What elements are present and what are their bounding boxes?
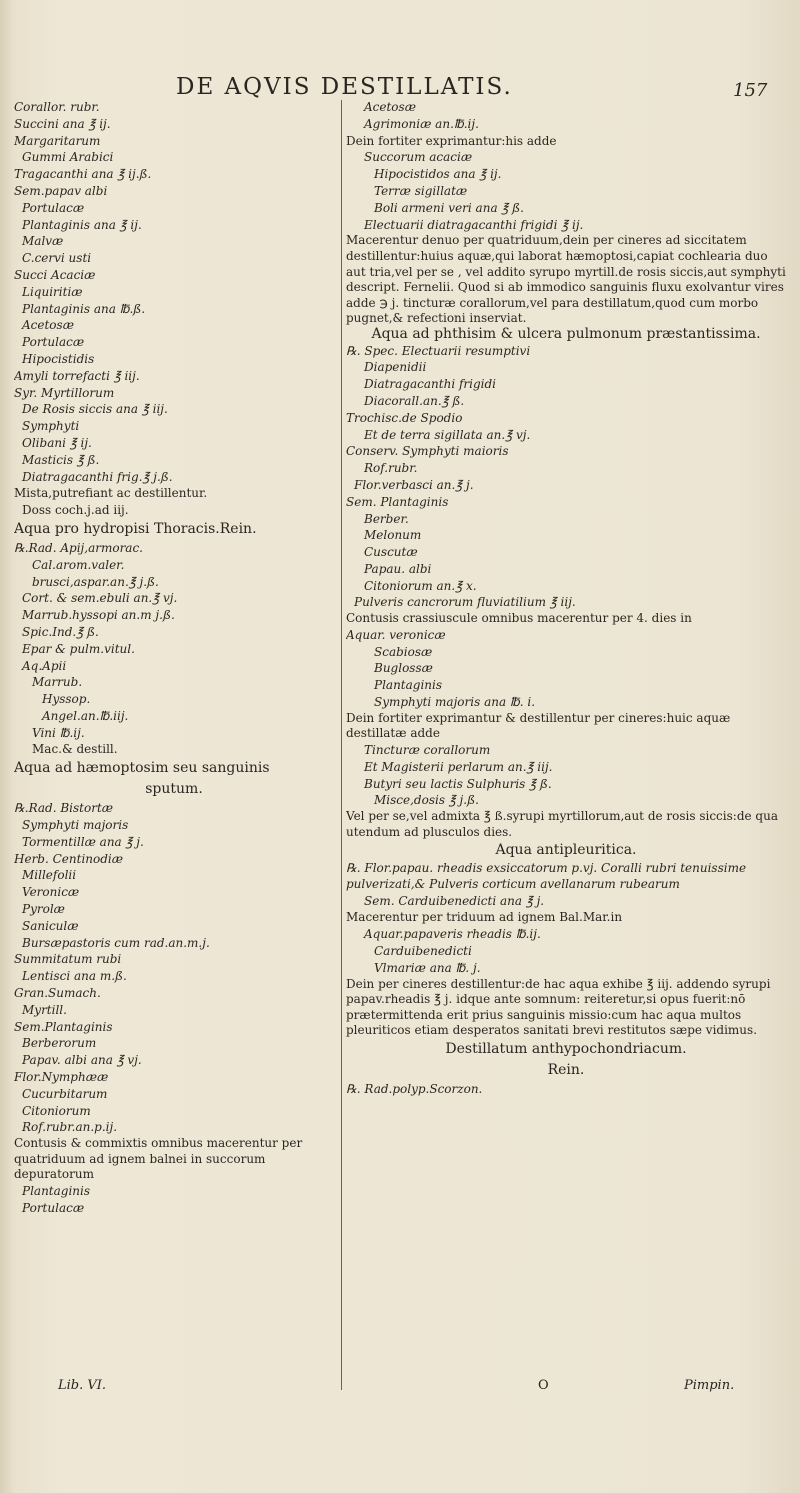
- left-column-line: Masticis ℥ ß.: [22, 452, 100, 467]
- left-column-line: Contusis & commixtis omnibus macerentur per quatriduum ad ignem balnei in succorum depuratorum: [14, 1136, 303, 1182]
- left-column-line: Succini ana ℥ ij.: [14, 116, 111, 131]
- right-column-line: Sem. Carduibenedicti ana ℥ j.: [364, 893, 545, 908]
- right-column-line: Aquar.papaveris rheadis ℔.ij.: [364, 927, 541, 942]
- right-column-line: Symphyti majoris ana ℔. i.: [374, 695, 536, 710]
- right-column-line: Aqua antipleuritica.: [495, 842, 637, 859]
- right-column-line: Carduibenedicti: [374, 944, 472, 958]
- left-column-line: sputum.: [145, 781, 203, 798]
- left-column-line: Mista,putrefiant ac destillentur.: [14, 486, 208, 501]
- right-column-line: Macerentur denuo per quatriduum,dein per cineres ad siccitatem destillentur:huius aquæ,qui laborat hæmoptosi,capiat cochlearia duo aut tria,vel per se , vel addito syrupo myrtill.de rosis siccis,aut symphyti descript. Fernelii. Quod si ab immodico sanguinis fluxu exolvantur vires adde ℈ j. tincturæ corallorum,vel para destillatum,quod cum morbo pugnet,& refectioni inserviat.: [346, 233, 786, 326]
- right-column-line: Butyri seu lactis Sulphuris ℥ ß.: [364, 776, 552, 791]
- right-column-line: Dein per cineres destillentur:de hac aqua exhibe ℥ iij. addendo syrupi papav.rheadis ℥ j. idque ante somnum: reiteretur,si opus fuerit:nō prætermittenda erit prius sanguinis missio:cum hac aqua multos pleuriticos etiam desperatos sanitati brevi restitutos sæpe vidimus.: [346, 976, 771, 1038]
- right-column-line: Flor.verbasci an.℥ j.: [354, 477, 474, 492]
- right-column-line: Contusis crassiuscule omnibus macerentur per 4. dies in: [346, 611, 692, 626]
- right-column-line: Sem. Plantaginis: [346, 494, 449, 509]
- left-column: [14, 99, 334, 1217]
- page-number: 157: [733, 80, 768, 101]
- left-column-line: Bursæpastoris cum rad.an.m.j.: [22, 935, 210, 950]
- right-column-line: Diatragacanthi frigidi: [364, 377, 497, 392]
- left-column-line: Rof.rubr.an.p.ij.: [22, 1120, 118, 1135]
- left-column-line: Hipocistidis: [22, 351, 95, 366]
- right-column-line: Et Magisterii perlarum an.℥ iij.: [364, 759, 553, 774]
- right-column-line: Et de terra sigillata an.℥ vj.: [364, 427, 531, 442]
- right-column-line: Tincturæ corallorum: [364, 743, 491, 758]
- right-column-line: ℞. Spec. Electuarii resumptivi: [346, 343, 531, 358]
- right-column-line: Acetosæ: [364, 100, 416, 114]
- left-column-line: Acetosæ: [22, 318, 74, 333]
- left-column-line: Millefolii: [22, 868, 77, 883]
- left-column-line: Portulacæ: [22, 335, 85, 350]
- column-divider: [341, 100, 342, 1390]
- right-column-line: Diacorall.an.℥ ß.: [364, 393, 465, 408]
- left-column-line: Malvæ: [22, 234, 64, 249]
- left-column-line: Papav. albi ana ℥ vj.: [22, 1053, 142, 1068]
- left-column-line: Hyssop.: [42, 692, 91, 707]
- left-column-line: Aq.Apii: [22, 658, 67, 673]
- left-column-line: Aqua ad hæmoptosim seu sanguinis: [14, 760, 270, 777]
- left-column-line: Lentisci ana m.ß.: [22, 969, 127, 984]
- right-column-line: Berber.: [364, 511, 409, 526]
- left-column-line: Gran.Sumach.: [14, 986, 101, 1001]
- footer-mark: O: [538, 1378, 549, 1393]
- right-column-line: Boli armeni veri ana ℥ ß.: [374, 200, 524, 215]
- left-column-line: Cal.arom.valer.: [32, 557, 125, 572]
- left-column-line: Marrub.: [32, 675, 83, 690]
- left-column-line: ℞.Rad. Apij,armorac.: [14, 540, 143, 555]
- left-column-line: Spic.Ind.℥ ß.: [22, 624, 99, 639]
- left-column-line: Portulacæ: [22, 200, 85, 215]
- left-column-line: Margaritarum: [14, 133, 101, 148]
- left-column-line: De Rosis siccis ana ℥ iij.: [22, 402, 168, 417]
- right-column-line: Scabiosæ: [374, 644, 433, 659]
- running-header: DE AQVIS DESTILLATIS.: [176, 74, 513, 100]
- right-column-line: Citoniorum an.℥ x.: [364, 578, 477, 593]
- left-column-line: Portulacæ: [22, 1200, 85, 1215]
- left-column-line: Epar & pulm.vitul.: [22, 641, 135, 656]
- right-column: [346, 99, 786, 1098]
- left-column-line: Herb. Centinodiæ: [14, 851, 124, 866]
- left-column-line: brusci,aspar.an.℥ j.ß.: [32, 574, 159, 589]
- left-column-line: Mac.& destill.: [32, 742, 118, 757]
- right-column-line: Plantaginis: [374, 678, 443, 693]
- left-column-line: Angel.an.℔.iij.: [42, 708, 129, 723]
- left-column-line: Summitatum rubi: [14, 952, 122, 967]
- right-column-line: Melonum: [364, 528, 422, 543]
- right-column-line: Trochisc.de Spodio: [346, 410, 463, 425]
- right-column-line: Vel per se,vel admixta ℥ ß.syrupi myrtillorum,aut de rosis siccis:de qua utendum ad plusculos dies.: [346, 809, 778, 839]
- right-column-line: Pulveris cancrorum fluviatilium ℥ iij.: [354, 595, 576, 610]
- right-column-line: Macerentur per triduum ad ignem Bal.Mar.in: [346, 910, 623, 925]
- left-column-line: Tormentillæ ana ℥ j.: [22, 834, 144, 849]
- right-column-line: Diapenidii: [364, 360, 427, 375]
- left-column-line: Diatragacanthi frig.℥ j.ß.: [22, 469, 173, 484]
- right-column-line: Aquar. veronicæ: [346, 627, 446, 642]
- left-column-line: Symphyti majoris: [22, 818, 129, 833]
- right-column-line: Misce,dosis ℥ j.ß.: [374, 793, 479, 808]
- right-column-line: Rof.rubr.: [364, 461, 418, 476]
- left-column-line: Myrtill.: [22, 1002, 67, 1017]
- left-column-line: Succi Acaciæ: [14, 267, 96, 282]
- left-column-line: Berberorum: [22, 1036, 97, 1051]
- left-column-line: Tragacanthi ana ℥ ij.ß.: [14, 167, 152, 182]
- right-column-line: Destillatum anthypochondriacum.: [445, 1040, 687, 1057]
- right-column-line: ℞. Rad.polyp.Scorzon.: [346, 1081, 483, 1096]
- left-column-line: Sem.papav albi: [14, 183, 108, 198]
- left-column-line: Corallor. rubr.: [14, 100, 100, 114]
- right-column-line: Dein fortiter exprimantur:his adde: [346, 133, 557, 148]
- right-column-line: ℞. Flor.papau. rheadis exsiccatorum p.vj. Coralli rubri tenuissime pulverizati,& Pulveris corticum avellanarum rubearum: [346, 861, 747, 892]
- left-column-line: Amyli torrefacti ℥ iij.: [14, 368, 140, 383]
- right-column-line: Conserv. Symphyti maioris: [346, 444, 509, 459]
- left-column-line: Symphyti: [22, 419, 80, 434]
- left-column-line: Pyrolæ: [22, 902, 65, 917]
- right-column-line: Rein.: [547, 1061, 585, 1078]
- left-column-line: Marrub.hyssopi an.m j.ß.: [22, 608, 175, 623]
- left-column-line: Olibani ℥ ij.: [22, 435, 92, 450]
- left-column-line: Plantaginis: [22, 1184, 91, 1198]
- left-column-line: Saniculæ: [22, 918, 79, 933]
- left-column-line: Vini ℔.ij.: [32, 725, 85, 740]
- left-column-line: Gummi Arabici: [22, 150, 114, 165]
- right-column-line: Terræ sigillatæ: [374, 183, 468, 198]
- right-column-line: Agrimoniæ an.℔.ij.: [364, 116, 479, 131]
- right-column-line: Dein fortiter exprimantur & destillentur per cineres:huic aquæ destillatæ adde: [346, 710, 731, 741]
- left-column-line: Cucurbitarum: [22, 1086, 108, 1101]
- right-column-line: Buglossæ: [374, 661, 433, 676]
- left-column-line: Citoniorum: [22, 1103, 91, 1118]
- left-column-line: Plantaginis ana ℥ ij.: [22, 217, 142, 232]
- left-column-line: Syr. Myrtillorum: [14, 385, 115, 400]
- right-column-line: Cuscutæ: [364, 545, 418, 560]
- right-column-line: Succorum acaciæ: [364, 150, 473, 165]
- right-column-line: Papau. albi: [364, 561, 432, 576]
- left-column-line: Veronicæ: [22, 885, 80, 900]
- left-column-line: Cort. & sem.ebuli an.℥ vj.: [22, 591, 178, 606]
- right-column-line: Electuarii diatragacanthi frigidi ℥ ij.: [364, 217, 584, 232]
- left-column-line: Sem.Plantaginis: [14, 1019, 113, 1034]
- left-column-line: Doss coch.j.ad iij.: [22, 503, 129, 518]
- left-column-line: Flor.Nymphææ: [14, 1070, 109, 1085]
- left-column-line: C.cervi usti: [22, 251, 92, 266]
- left-column-line: Aqua pro hydropisi Thoracis.Rein.: [14, 520, 257, 537]
- catchword: Pimpin.: [684, 1378, 735, 1393]
- left-column-line: ℞.Rad. Bistortæ: [14, 801, 114, 816]
- left-column-line: Liquiritiæ: [22, 284, 83, 299]
- signature-mark: Lib. VI.: [58, 1378, 107, 1393]
- left-column-line: Plantaginis ana ℔.ß.: [22, 301, 146, 316]
- right-column-line: Hipocistidos ana ℥ ij.: [374, 167, 502, 182]
- right-column-line: Vlmariæ ana ℔. j.: [374, 960, 481, 975]
- right-column-line: Aqua ad phthisim & ulcera pulmonum præstantissima.: [371, 326, 761, 342]
